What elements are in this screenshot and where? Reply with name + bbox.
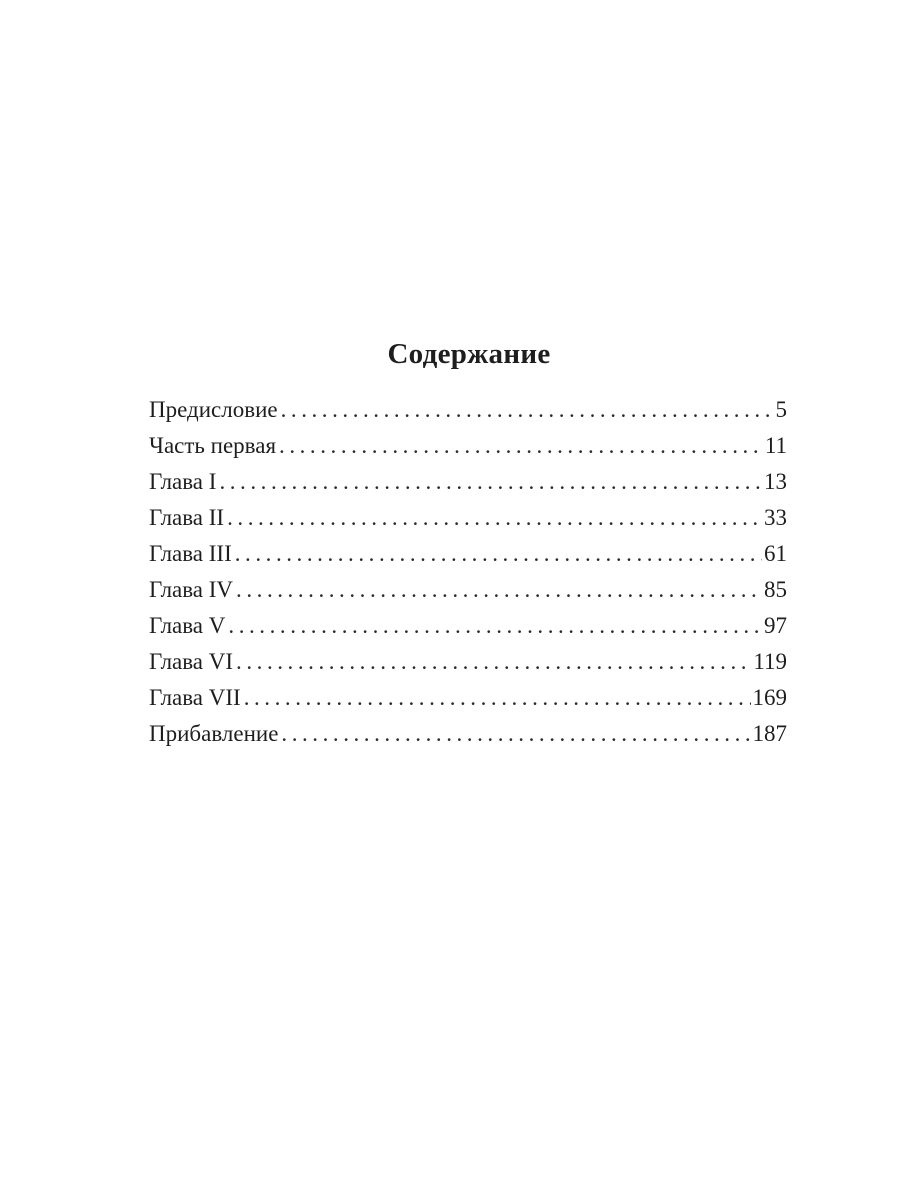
toc-entry-page: 13 (764, 469, 787, 494)
toc-entry-label: Глава V (149, 613, 226, 638)
toc-entry-label: Глава VI (149, 649, 234, 674)
dot-leader (236, 572, 762, 608)
dot-leader (281, 716, 750, 752)
toc-entry-page: 97 (764, 613, 787, 638)
toc-entry-page: 187 (752, 721, 787, 746)
toc-entry-label: Предисловие (149, 397, 278, 422)
page-title: Содержание (387, 338, 551, 370)
toc-entry-appendix (149, 716, 787, 752)
toc-entry-page: 33 (764, 505, 787, 530)
toc-entry-label: Глава I (149, 469, 217, 494)
toc-entry-chapter-1 (149, 464, 787, 500)
dot-leader (244, 680, 751, 716)
dot-leader (228, 608, 762, 644)
toc-entry-chapter-4 (149, 572, 787, 608)
toc-entry-chapter-5 (149, 608, 787, 644)
dot-leader (227, 500, 762, 536)
toc-entry-label: Часть первая (149, 433, 277, 458)
toc-entry-label: Прибавление (149, 721, 279, 746)
toc-entry-page: 85 (764, 577, 787, 602)
toc-entry-page: 5 (775, 397, 787, 422)
toc-entry-preface (149, 392, 787, 428)
toc-entry-page: 11 (764, 433, 787, 458)
toc-entry-part-one (149, 428, 787, 464)
toc-list (149, 392, 787, 752)
toc-entry-label: Глава VII (149, 685, 241, 710)
dot-leader (279, 428, 763, 464)
dot-leader (219, 464, 762, 500)
dot-leader (281, 392, 774, 428)
toc-entry-chapter-3 (149, 536, 787, 572)
toc-entry-chapter-7 (149, 680, 787, 716)
toc-entry-label: Глава III (149, 541, 232, 566)
toc-entry-chapter-2 (149, 500, 787, 536)
toc-entry-label: Глава IV (149, 577, 234, 602)
toc-entry-label: Глава II (149, 505, 225, 530)
toc-entry-page: 119 (753, 649, 787, 674)
dot-leader (235, 536, 762, 572)
dot-leader (236, 644, 751, 680)
toc-entry-page: 61 (764, 541, 787, 566)
toc-entry-page: 169 (752, 685, 787, 710)
toc-entry-chapter-6 (149, 644, 787, 680)
